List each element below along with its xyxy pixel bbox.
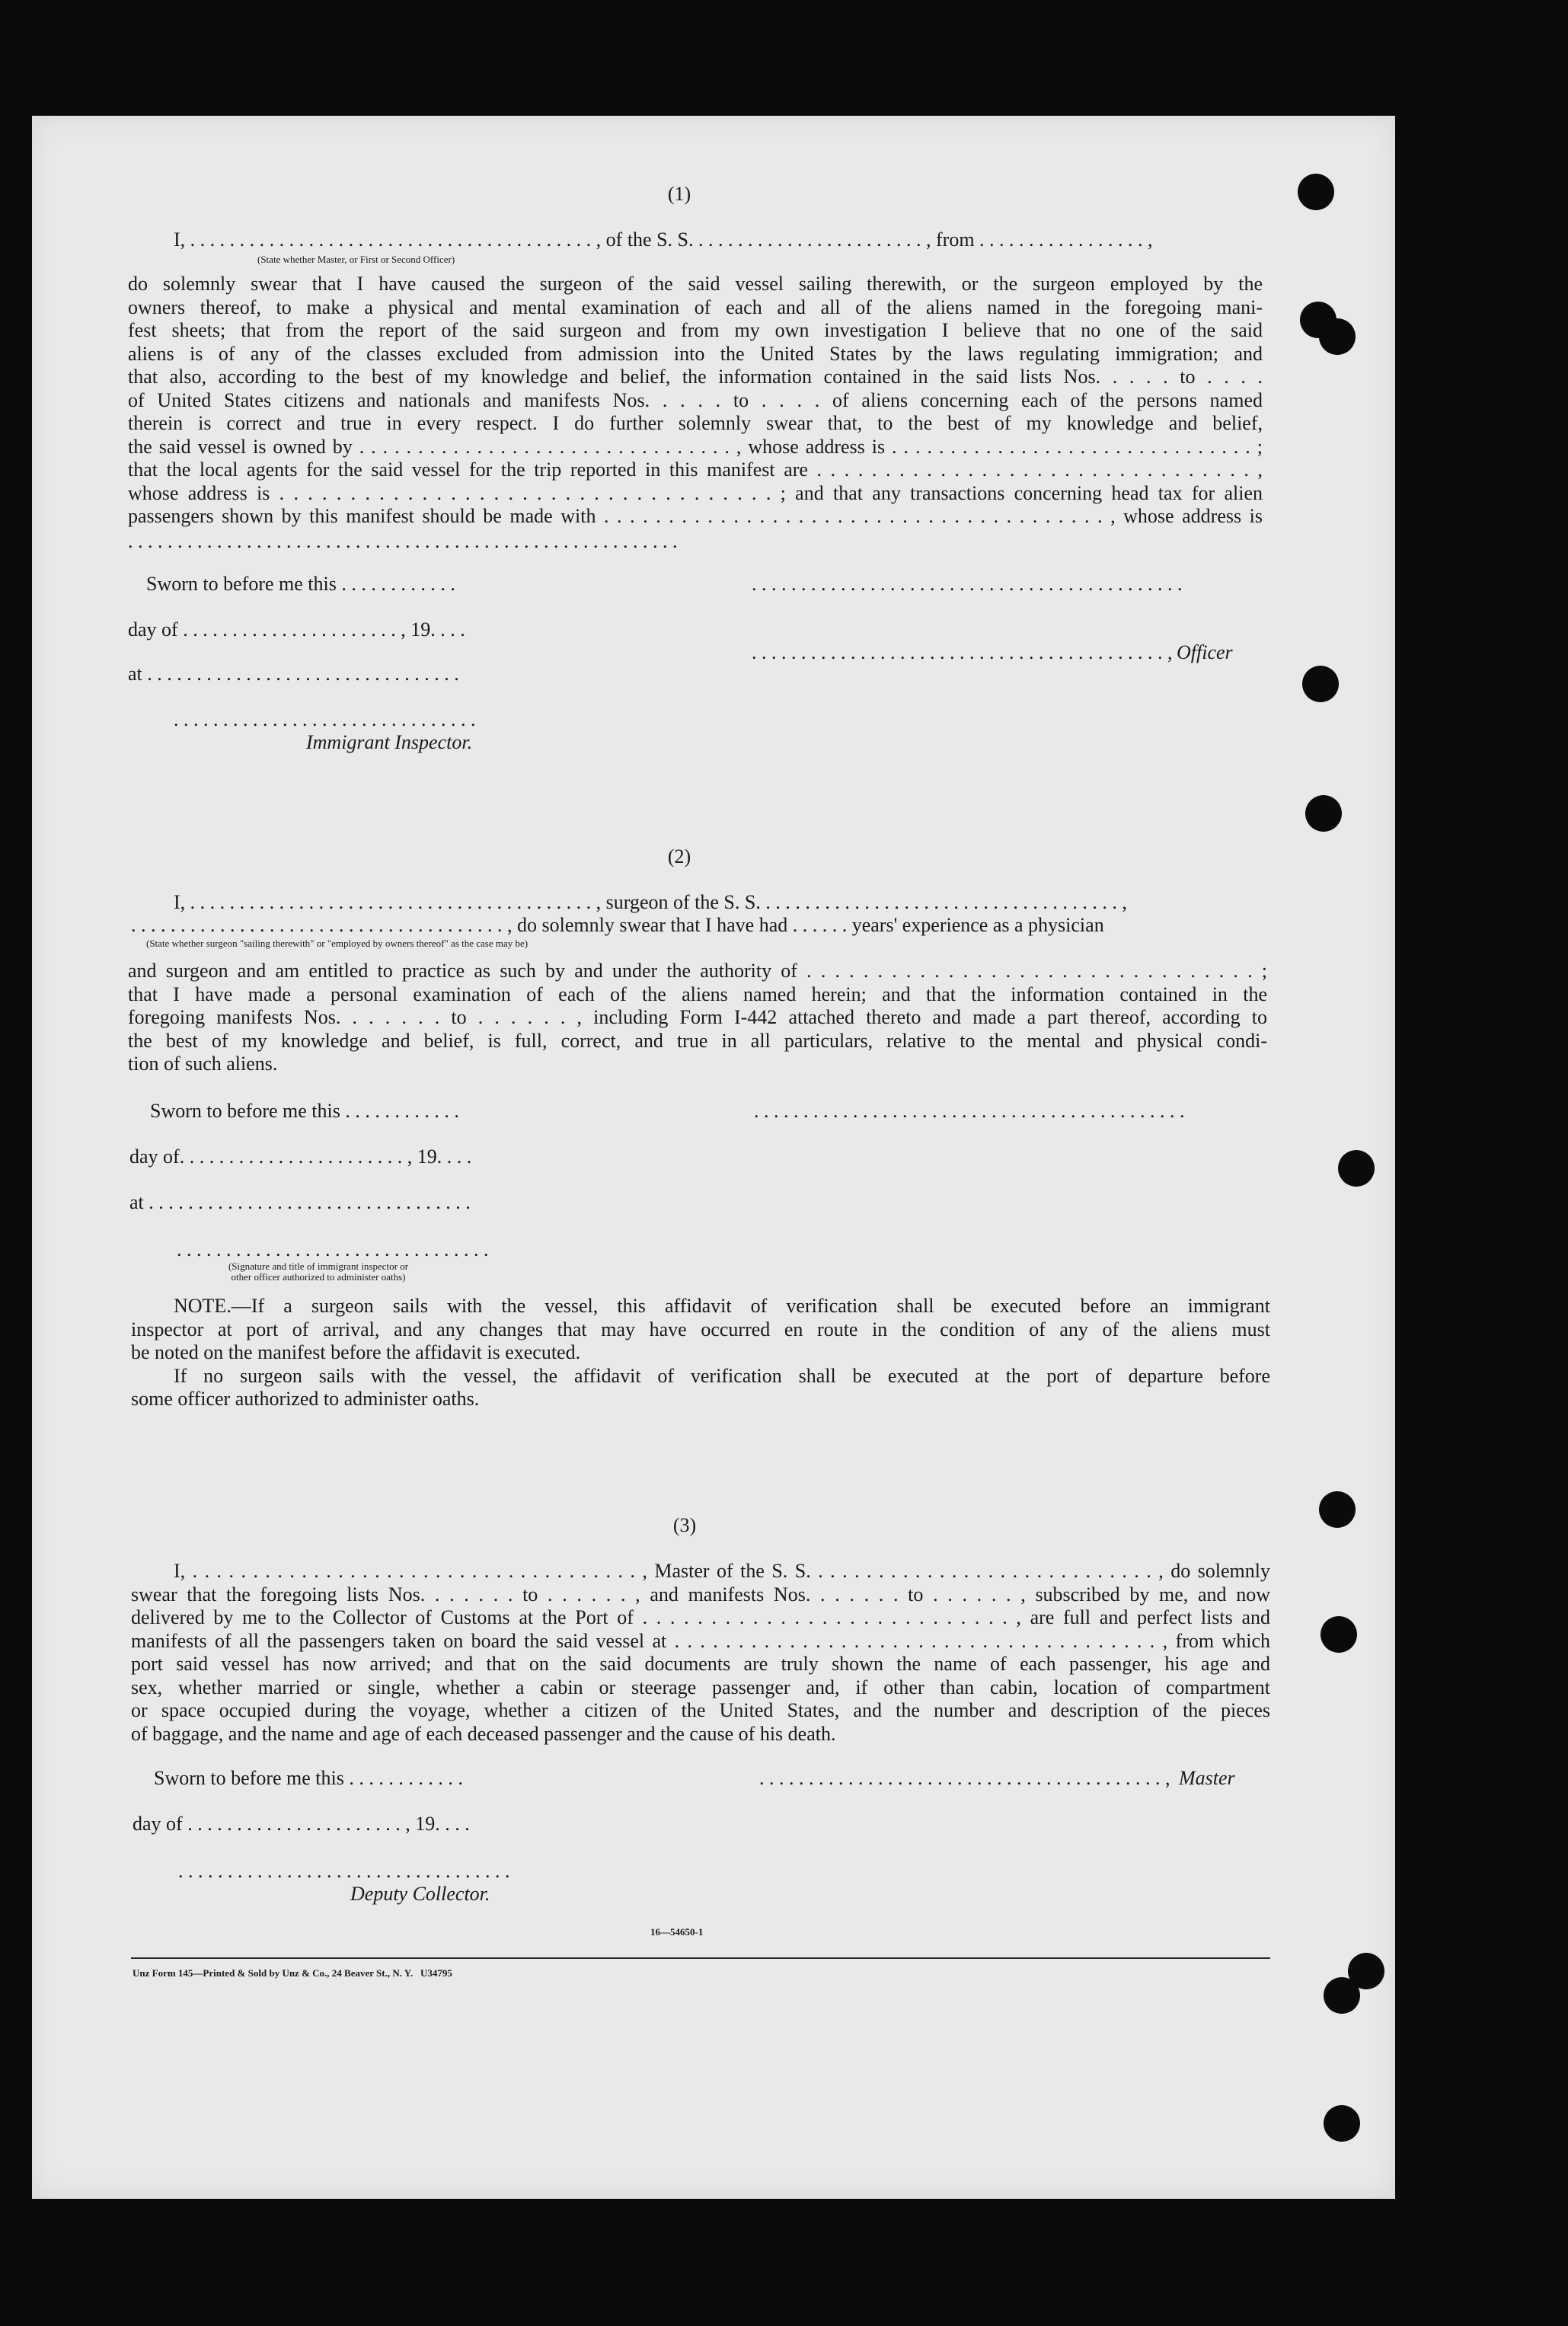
section-3-body-line: manifests of all the passengers taken on board the said vessel at . . . . . . . . . . . . . . . . . . . . . . . . . . . . . . . . . . . . . . , from which — [131, 1629, 1270, 1652]
section-1-at: at . . . . . . . . . . . . . . . . . . . . . . . . . . . . . . . . — [128, 663, 459, 685]
section-3-body-line: of baggage, and the name and age of each deceased passenger and the cause of his death. — [131, 1722, 836, 1745]
section-1-body-line: aliens is of any of the classes excluded from admission into the United States by the laws regulating immigration; and — [128, 342, 1263, 365]
section-2-heading: (2) — [667, 845, 691, 867]
section-2-day-of: day of. . . . . . . . . . . . . . . . . . . . . . . , 19. . . . — [129, 1145, 472, 1168]
section-2-note — [131, 1295, 1270, 1411]
punch-hole — [1321, 1616, 1357, 1653]
section-1-heading: (1) — [667, 183, 691, 205]
section-1-tail-dots: . . . . . . . . . . . . . . . . . . . . . . . . . . . . . . . . . . . . . . . . . . . . . . . . . . . . . . . . — [128, 530, 678, 552]
document-page — [32, 116, 1395, 2199]
section-2-body-line: tion of such aliens. — [128, 1053, 278, 1075]
note-label: NOTE. — [174, 1295, 232, 1317]
section-3-body — [131, 1560, 1270, 1746]
section-3-body-line: delivered by me to the Collector of Customs at the Port of . . . . . . . . . . . . . . . . . . . . . . . . . . . , are full and perfect lists and — [131, 1606, 1270, 1628]
section-3-body-line: sex, whether married or single, whether a cabin or steerage passenger and, if other than cabin, location of compartment — [131, 1676, 1270, 1698]
section-2-note-line: be noted on the manifest before the affidavit is executed. — [131, 1341, 581, 1363]
section-2-body-line: the best of my knowledge and belief, is full, correct, and true in all particulars, relative to the mental and physical condi- — [128, 1029, 1267, 1052]
section-1-body-line: whose address is . . . . . . . . . . . . . . . . . . . . . . . . . . . . . . . . . . . ; and that any transactions concerning head tax for alien — [128, 481, 1263, 504]
section-2-note-line: some officer authorized to administer oaths. — [131, 1388, 480, 1410]
punch-hole — [1338, 1150, 1375, 1187]
section-2-sworn: Sworn to before me this . . . . . . . . . . . . — [150, 1100, 459, 1122]
section-1-body-line: the said vessel is owned by . . . . . . . . . . . . . . . . . . . . . . . . . . . . . . . . , whose address is . . . . . . . . . . . . . . . . . . . . . . . . . . . . . . . ; — [128, 435, 1263, 458]
section-1-body — [128, 273, 1263, 529]
section-3-body-line: I, . . . . . . . . . . . . . . . . . . . . . . . . . . . . . . . . . . . . . , Master of the S. S. . . . . . . . . . . . . . . . . . . . . . . . . . . . . , do solemnly — [174, 1560, 1270, 1582]
section-1-body-line: fest sheets; that from the report of the said surgeon and from my own investigation I believe that no one of the said — [128, 319, 1263, 341]
section-2-body-line: that I have made a personal examination of each of the aliens named herein; and that the information contained in the — [128, 982, 1267, 1005]
section-2-note-line: inspector at port of arrival, and any changes that may have occurred en route in the condition of any of the aliens must — [131, 1318, 1270, 1340]
section-2-line-1: I, . . . . . . . . . . . . . . . . . . . . . . . . . . . . . . . . . . . . . . . . . , surgeon of the S. S. . . . . . . . . . . . . . . . . . . . . . . . . . . . . . . . . . . . . , — [174, 891, 1127, 913]
section-1-body-line: that also, according to the best of my knowledge and belief, the information contained in the said lists Nos. . . . . to . . . . — [128, 366, 1263, 388]
section-1-officer-label: Officer — [1177, 641, 1233, 663]
section-1-body-line: that the local agents for the said vessel for the trip reported in this manifest are . . . . . . . . . . . . . . . . . . . . . . . . . . . . . . . . , — [128, 458, 1263, 481]
punch-hole — [1324, 1977, 1360, 2014]
section-3-body-line: or space occupied during the voyage, whether a citizen of the United States, and the number and description of the pieces — [131, 1699, 1270, 1721]
section-1-signature-dots: . . . . . . . . . . . . . . . . . . . . . . . . . . . . . . . — [174, 708, 476, 730]
punch-hole — [1305, 795, 1342, 832]
punch-hole — [1324, 2105, 1360, 2142]
section-1-body-line: of United States citizens and nationals and manifests Nos. . . . . to . . . . of aliens concerning each of the persons named — [128, 388, 1263, 411]
section-2-body — [128, 960, 1267, 1076]
form-number: 16—54650-1 — [650, 1926, 704, 1938]
section-2-signature-dots: . . . . . . . . . . . . . . . . . . . . . . . . . . . . . . . . — [177, 1238, 489, 1260]
section-1-officer-dots: . . . . . . . . . . . . . . . . . . . . . . . . . . . . . . . . . . . . . . . . . . , — [752, 641, 1173, 663]
section-2-note-line — [131, 1295, 1270, 1318]
section-2-body-line: and surgeon and am entitled to practice as such by and under the authority of . . . . . . . . . . . . . . . . . . . . . . . . . . . . . . . . ; — [128, 960, 1267, 982]
section-1-inspector-label: Immigrant Inspector. — [306, 731, 473, 753]
section-3-heading: (3) — [672, 1514, 697, 1536]
section-1-body-line: owners thereof, to make a physical and mental examination of each and all of the aliens named in the foregoing mani- — [128, 296, 1263, 318]
section-1-sworn: Sworn to before me this . . . . . . . . . . . . — [146, 573, 455, 595]
section-3-body-line: port said vessel has now arrived; and that on the said documents are truly shown the name of each passenger, his age and — [131, 1653, 1270, 1675]
footer-printer-line: Unz Form 145—Printed & Sold by Unz & Co., 24 Beaver St., N. Y. U34795 — [133, 1967, 452, 1979]
section-3-master-label: Master — [1179, 1767, 1235, 1789]
section-1-day-of: day of . . . . . . . . . . . . . . . . . . . . . . , 19. . . . — [128, 618, 465, 641]
section-1-body-line: passengers shown by this manifest should be made with . . . . . . . . . . . . . . . . . . . . . . . . . . . . . . . . . . . . . . . , whose address is — [128, 505, 1263, 527]
section-3-body-line: swear that the foregoing lists Nos. . . . . . . to . . . . . . , and manifests Nos. . . . . . . to . . . . . . , subscribed by me, and now — [131, 1583, 1270, 1606]
section-3-master-dots: . . . . . . . . . . . . . . . . . . . . . . . . . . . . . . . . . . . . . . . . . , — [759, 1767, 1170, 1789]
note-text: —If a surgeon sails with the vessel, this affidavit of verification shall be executed before an immigrant — [231, 1295, 1270, 1317]
section-2-signature-note: (Signature and title of immigrant inspector or other officer authorized to administer oaths) — [228, 1260, 409, 1283]
footer-rule — [131, 1957, 1270, 1959]
section-2-surgeon-note: (State whether surgeon "sailing therewith" or "employed by owners thereof" as the case may be) — [146, 938, 529, 949]
section-2-note-line: If no surgeon sails with the vessel, the affidavit of verification shall be executed at the port of departure before — [174, 1364, 1270, 1387]
section-1-officer-note: (State whether Master, or First or Second Officer) — [257, 254, 455, 265]
section-3-collector-label: Deputy Collector. — [350, 1883, 490, 1905]
section-2-line-2: . . . . . . . . . . . . . . . . . . . . . . . . . . . . . . . . . . . . . . , do solemnly swear that I have had . . . . . . years' experience as a physician — [131, 914, 1104, 936]
section-3-day-of: day of . . . . . . . . . . . . . . . . . . . . . . , 19. . . . — [133, 1813, 470, 1835]
section-1-body-line: do solemnly swear that I have caused the surgeon of the said vessel sailing therewith, or the surgeon employed by the — [128, 273, 1263, 295]
section-2-body-line: foregoing manifests Nos. . . . . . . to . . . . . . , including Form I-442 attached thereto and made a part thereof, according to — [128, 1006, 1267, 1028]
section-2-sworn-right-dots: . . . . . . . . . . . . . . . . . . . . . . . . . . . . . . . . . . . . . . . . . . . . — [754, 1100, 1185, 1122]
punch-hole — [1319, 318, 1356, 355]
section-1-line-1: I, . . . . . . . . . . . . . . . . . . . . . . . . . . . . . . . . . . . . . . . . . , of the S. S. . . . . . . . . . . . . . . . . . . . . . . . , from . . . . . . . . . . . . . . . . . , — [174, 228, 1153, 251]
punch-hole — [1302, 666, 1339, 702]
section-3-sworn: Sworn to before me this . . . . . . . . . . . . — [154, 1767, 463, 1789]
section-2-at: at . . . . . . . . . . . . . . . . . . . . . . . . . . . . . . . . . — [129, 1191, 471, 1213]
section-3-signature-dots: . . . . . . . . . . . . . . . . . . . . . . . . . . . . . . . . . . — [178, 1860, 510, 1882]
section-1-sworn-right-dots: . . . . . . . . . . . . . . . . . . . . . . . . . . . . . . . . . . . . . . . . . . . . — [752, 573, 1183, 595]
section-1-body-line: therein is correct and true in every respect. I do further solemnly swear that, to the best of my knowledge and belief, — [128, 412, 1263, 434]
